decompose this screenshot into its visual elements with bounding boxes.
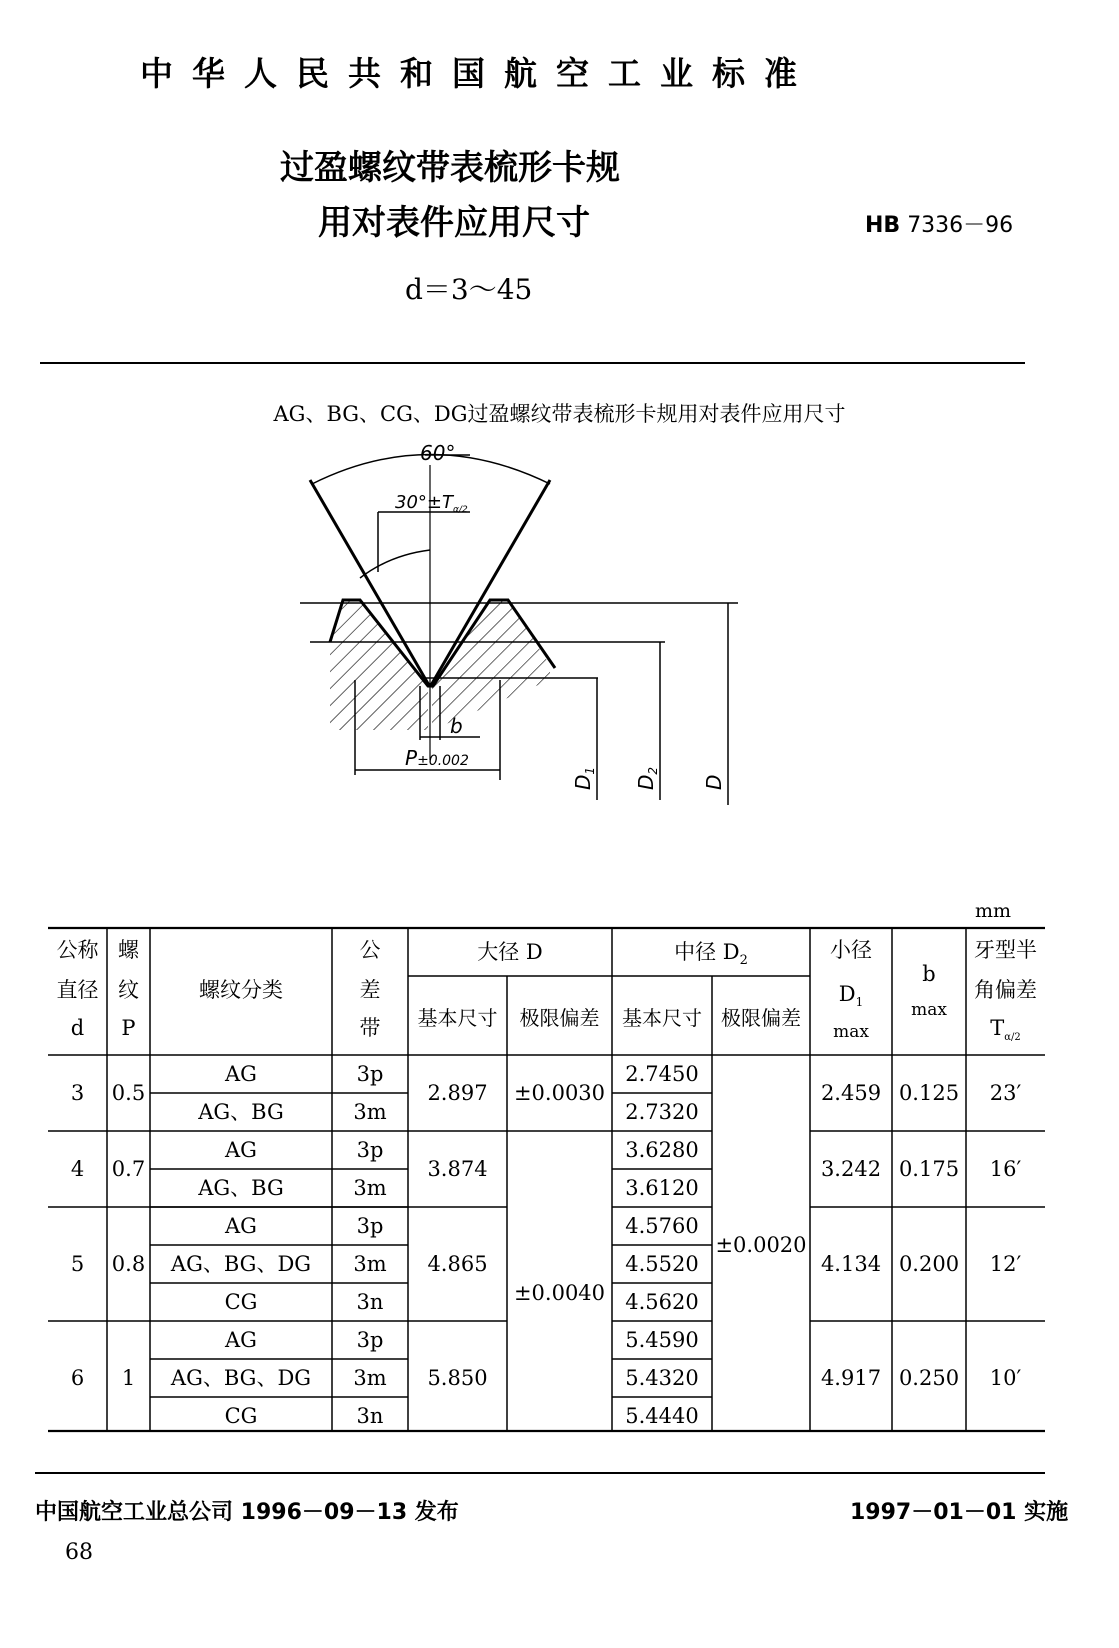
header-tol-2: 差 [359, 978, 381, 1002]
row-5-tol: 3p [356, 1214, 384, 1238]
group-1-b: 0.125 [898, 1081, 960, 1105]
row-2-class: AG、BG [198, 1100, 284, 1124]
title-line-1: 过盈螺纹带表梳形卡规 [280, 148, 620, 188]
header-class: 螺纹分类 [199, 978, 283, 1002]
half-angle-label: $30^\circ\pm T_{\alpha/2}$ [395, 492, 468, 515]
row-3-class: AG [225, 1138, 257, 1162]
row-1-class: AG [225, 1062, 257, 1086]
header-tol-1: 公 [359, 938, 381, 962]
footer-divider [35, 1472, 1045, 1474]
row-10-tol: 3n [356, 1404, 384, 1428]
row-7-pitch: 4.5620 [625, 1290, 699, 1314]
group-1-d: 3 [70, 1081, 85, 1105]
group-3-half: 12′ [989, 1252, 1022, 1276]
header-major-limit: 极限偏差 [519, 1006, 600, 1030]
unit-label: mm [975, 900, 1012, 922]
group-4-b: 0.250 [898, 1366, 960, 1390]
header-tol-3: 带 [359, 1016, 381, 1040]
group-3-minor: 4.134 [820, 1252, 882, 1276]
row-3-pitch: 3.6280 [625, 1138, 699, 1162]
group-4-major: 5.850 [427, 1366, 488, 1390]
header-d-2: 直径 [56, 978, 99, 1002]
group-1-minor: 2.459 [820, 1081, 882, 1105]
header-p-2: 纹 [118, 978, 139, 1002]
row-8-pitch: 5.4590 [625, 1328, 699, 1352]
row-4-pitch: 3.6120 [625, 1176, 699, 1200]
publisher-line: 中国航空工业总公司 1996－09－13 发布 [35, 1500, 459, 1525]
group-2-major: 3.874 [427, 1157, 488, 1181]
header-half-2: 角偏差 [974, 978, 1037, 1002]
header-half-3: $T_{\alpha/2}$ [990, 1016, 1021, 1044]
header-b-2: max [911, 1000, 947, 1020]
header-pitch: 中径 $D_2$ [674, 940, 748, 969]
group-4-half: 10′ [989, 1366, 1022, 1390]
group-1-half: 23′ [989, 1081, 1022, 1105]
header-minor-2: $D_1$ [838, 982, 864, 1010]
header-minor-1: 小径 [830, 938, 872, 962]
title-line-2: 用对表件应用尺寸 [318, 203, 590, 243]
standard-code: 7336－96 [907, 213, 1014, 238]
group-3-b: 0.200 [898, 1252, 960, 1276]
group-1-p: 0.5 [111, 1081, 146, 1105]
row-4-tol: 3m [353, 1176, 387, 1200]
group-3-d: 5 [70, 1252, 85, 1276]
group-2-d: 4 [70, 1157, 85, 1181]
group-3-major: 4.865 [427, 1252, 488, 1276]
major-dev-2: ±0.0040 [513, 1281, 606, 1305]
row-8-class: AG [225, 1328, 257, 1352]
row-1-tol: 3p [356, 1062, 384, 1086]
group-2-b: 0.175 [898, 1157, 960, 1181]
table-caption: AG、BG、CG、DG过盈螺纹带表梳形卡规用对表件应用尺寸 [273, 402, 846, 426]
row-7-tol: 3n [356, 1290, 384, 1314]
row-8-tol: 3p [356, 1328, 384, 1352]
header-pitch-basic: 基本尺寸 [622, 1006, 702, 1030]
issuing-authority: 中华人民共和国航空工业标准 [140, 54, 816, 93]
row-5-class: AG [225, 1214, 257, 1238]
header-p-1: 螺 [118, 938, 139, 962]
row-7-class: CG [224, 1290, 258, 1314]
row-6-tol: 3m [353, 1252, 387, 1276]
group-1-major: 2.897 [427, 1081, 488, 1105]
header-p-3: P [121, 1016, 136, 1040]
major-dev-1: ±0.0030 [513, 1081, 606, 1105]
row-9-pitch: 5.4320 [625, 1366, 699, 1390]
b-label: b [450, 714, 463, 738]
row-1-pitch: 2.7450 [625, 1062, 699, 1086]
group-2-p: 0.7 [111, 1157, 146, 1181]
group-4-minor: 4.917 [820, 1366, 882, 1390]
group-3-p: 0.8 [111, 1252, 146, 1276]
row-2-pitch: 2.7320 [625, 1100, 699, 1124]
diameter-range: d＝3～45 [405, 273, 533, 306]
group-2-minor: 3.242 [820, 1157, 882, 1181]
row-9-class: AG、BG、DG [170, 1366, 312, 1390]
angle-60-label: 60° [420, 441, 456, 465]
header-major-basic: 基本尺寸 [417, 1006, 498, 1030]
header-major: 大径 D [477, 940, 543, 964]
row-2-tol: 3m [353, 1100, 387, 1124]
row-6-class: AG、BG、DG [170, 1252, 312, 1276]
header-pitch-limit: 极限偏差 [721, 1006, 801, 1030]
page-number: 68 [65, 1540, 93, 1565]
group-2-half: 16′ [989, 1157, 1022, 1181]
row-4-class: AG、BG [198, 1176, 284, 1200]
row-3-tol: 3p [356, 1138, 384, 1162]
row-9-tol: 3m [353, 1366, 387, 1390]
group-4-p: 1 [121, 1366, 136, 1390]
header-d-3: d [70, 1016, 85, 1040]
header-d-1: 公称 [56, 938, 99, 962]
p-label: P±0.002 [405, 746, 469, 770]
standard-prefix: HB [865, 213, 901, 238]
effective-date: 1997－01－01 实施 [850, 1500, 1069, 1525]
row-10-pitch: 5.4440 [625, 1404, 699, 1428]
header-half-1: 牙型半 [974, 938, 1037, 962]
d2-label: $D_2$ [634, 766, 660, 790]
row-10-class: CG [224, 1404, 258, 1428]
d-label: D [702, 774, 726, 790]
row-5-pitch: 4.5760 [625, 1214, 699, 1238]
d1-label: $D_1$ [571, 766, 597, 790]
header-minor-3: max [833, 1022, 869, 1042]
group-4-d: 6 [70, 1366, 85, 1390]
pitch-dev: ±0.0020 [715, 1233, 807, 1257]
header-b-1: b [922, 962, 936, 986]
row-6-pitch: 4.5520 [625, 1252, 699, 1276]
